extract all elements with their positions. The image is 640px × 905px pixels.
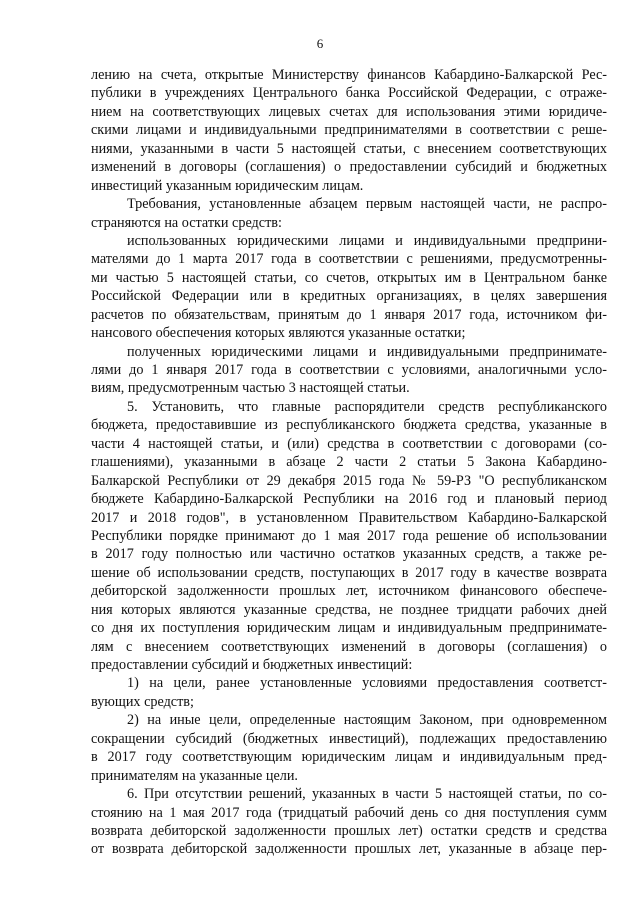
text-line: виям, предусмотренным частью 3 настоящей статьи. [91, 380, 410, 397]
text-line: Балкарской Республики от 29 декабря 2015 года № 59-РЗ "О республиканском [91, 472, 607, 489]
text-line: ния которых являются указанные средства, не позднее тридцати рабочих дней [91, 601, 607, 618]
text-line: принимателям на указанные цели. [91, 767, 298, 784]
text-line: глашениями), указанными в абзаце 2 части 2 статьи 5 Закона Кабардино- [91, 454, 607, 471]
text-line: Республики порядке принимают до 1 мая 2017 года решение об использовании [91, 527, 607, 544]
text-line: инвестиций указанным юридическим лицам. [91, 177, 364, 194]
text-line: скими лицами и индивидуальными предпринимателями в соответствии с реше- [91, 122, 607, 139]
text-line: публики в учреждениях Центрального банка Российской Федерации, с отраже- [91, 85, 607, 102]
text-line: возврата дебиторской задолженности прошлых лет) остатки средств и средства [91, 822, 607, 839]
text-line: полученных юридическими лицами и индивидуальными предпринимате- [127, 343, 607, 360]
text-line: ниями, указанными в части 5 настоящей статьи, с внесением соответствующих [91, 140, 607, 157]
text-line: со дня их поступления юридическим лицам и индивидуальным предпринимате- [91, 620, 607, 637]
text-line: использованных юридическими лицами и индивидуальными предприни- [127, 232, 607, 249]
text-line: от возврата дебиторской задолженности прошлых лет, указанные в абзаце пер- [91, 841, 607, 858]
text-line: в 2017 году полностью или частично остатков указанных средств, а также ре- [91, 546, 607, 563]
text-line: предоставлении субсидий и бюджетных инвестиций: [91, 657, 413, 673]
text-line: вующих средств; [91, 693, 194, 710]
text-line: 2) на иные цели, определенные настоящим Законом, при одновременном [127, 712, 607, 729]
text-line: 2017 и 2018 годов", в установленном Правительством Кабардино-Балкарской [91, 509, 607, 526]
text-line: 6. При отсутствии решений, указанных в части 5 настоящей статьи, по со- [127, 786, 607, 803]
text-line: нансового обеспечения которых являются указанные остатки; [91, 325, 466, 342]
text-line: 1) на цели, ранее установленные условиями предоставления соответст- [127, 675, 607, 692]
text-line: лям с внесением соответствующих изменений в договоры (соглашения) о [91, 638, 607, 655]
text-line: в 2017 году соответствующим юридическим лицам и индивидуальным пред- [91, 749, 607, 766]
text-line: ми частью 5 настоящей статьи, со счетов, открытых им в Центральном банке [91, 269, 607, 286]
text-line: стоянию на 1 мая 2017 года (тридцатый рабочий день со дня поступления сумм [91, 804, 607, 821]
text-line: страняются на остатки средств: [91, 214, 282, 231]
text-line: изменений в договоры (соглашения) о предоставлении субсидий и бюджетных [91, 159, 607, 176]
text-line: мателями до 1 марта 2017 года в соответствии с решениями, предусмотренны- [91, 251, 607, 268]
text-line: шение об использовании средств, поступающих в 2017 году в качестве возврата [91, 564, 607, 581]
text-line: Российской Федерации или в кредитных организациях, в целях завершения [91, 288, 607, 305]
text-line: сокращении субсидий (бюджетных инвестиций), подлежащих предоставлению [91, 730, 607, 747]
text-line: лению на счета, открытые Министерству финансов Кабардино-Балкарской Рес- [91, 67, 607, 83]
text-line: части 4 настоящей статьи, и (или) средства в соответствии с договорами (со- [91, 435, 607, 452]
text-line: бюджета, предоставившие из республиканского бюджета средства, указанные в [91, 417, 607, 434]
text-line: дебиторской задолженности прошлых лет, источником финансового обеспече- [91, 583, 607, 600]
text-line: расчетов по обязательствам, принятым до 1 января 2017 года, источником фи- [91, 306, 607, 323]
document-body [91, 66, 607, 859]
text-line: нием на соответствующих лицевых счетах для использования этими юридиче- [91, 103, 607, 120]
text-line: 5. Установить, что главные распорядители средств республиканского [127, 398, 607, 415]
page-number: 6 [316, 36, 324, 51]
text-line: Требования, установленные абзацем первым настоящей части, не распро- [127, 196, 607, 213]
text-line: лями до 1 января 2017 года в соответствии с условиями, аналогичными усло- [91, 362, 607, 378]
text-line: бюджете Кабардино-Балкарской Республики на 2016 год и плановый период [91, 491, 607, 508]
